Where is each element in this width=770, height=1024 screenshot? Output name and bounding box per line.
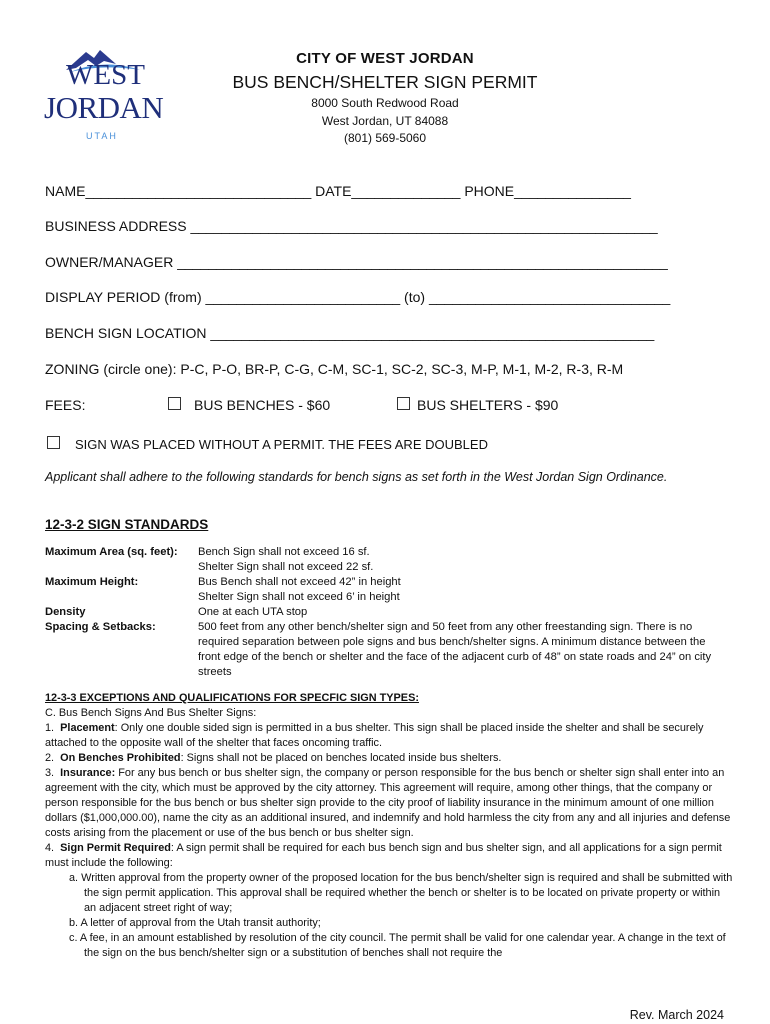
exception-permit-required [45, 841, 735, 871]
fees-label: FEES: [45, 397, 86, 413]
max-height-value-1: Bus Bench shall not exceed 42” in height [198, 576, 401, 588]
item-number: 1. [45, 722, 55, 734]
standards-title: 12-3-2 SIGN STANDARDS [45, 517, 209, 532]
bus-shelters-fee: BUS SHELTERS - $90 [417, 397, 559, 413]
permit-required-label: Sign Permit Required [60, 842, 171, 854]
no-permit-checkbox[interactable] [47, 435, 60, 453]
bus-shelters-checkbox[interactable] [397, 396, 410, 414]
max-area-label: Maximum Area (sq. feet): [45, 546, 178, 558]
density-value: One at each UTA stop [198, 606, 308, 618]
zoning-field[interactable]: ZONING (circle one): P-C, P-O, BR-P, C-G, C-M, SC-1, SC-2, SC-3, M-P, M-1, M-2, R-3, R-M [45, 361, 624, 377]
bench-sign-location-field[interactable]: BENCH SIGN LOCATION _________________________________________________________ [45, 325, 655, 341]
max-height-value-2: Shelter Sign shall not exceed 6’ in height [198, 591, 400, 603]
name-date-phone-field[interactable]: NAME_____________________________ DATE______________ PHONE_______________ [45, 183, 631, 199]
sub-item-a: a. Written approval from the property owner of the proposed location for the bus bench/shelter sign is required and shall be submitted with the sign permit application. This approval shall be required whether the bench or shelter is to be located on private property or within an adjacent street right of way; [69, 872, 733, 914]
benches-prohibited-label: On Benches Prohibited [60, 752, 181, 764]
form-title: BUS BENCH/SHELTER SIGN PERMIT [232, 72, 538, 92]
intro-text: Applicant shall adhere to the following standards for bench signs as set forth in the West Jordan Sign Ordinance. [45, 470, 668, 484]
address-line-1: 8000 South Redwood Road [311, 96, 459, 110]
exceptions-c-heading: C. Bus Bench Signs And Bus Shelter Signs: [45, 707, 257, 719]
insurance-text: For any bus bench or bus shelter sign, the company or person responsible for the bus bench or shelter sign shall enter into an agreement with the city, which must be approved by the city attorney. This agreement will require, among other things, that the company or person responsible for the bus bench or bus shelter sign provide to the city proof of liability insurance in the minimum amount of one million dollars ($1,000,000.00), name the city as an additional insured, and indemnify and hold harmless the city from any and all injuries and defense costs arising from the placement or use of the bus bench or bus shelter sign. [45, 767, 731, 839]
sub-item-b: b. A letter of approval from the Utah transit authority; [69, 917, 321, 929]
density-label: Density [45, 606, 86, 618]
placement-label: Placement [60, 722, 115, 734]
item-number: 3. [45, 767, 55, 779]
item-number: 4. [45, 842, 55, 854]
org-name: CITY OF WEST JORDAN [296, 50, 474, 67]
logo-word-utah: UTAH [86, 131, 118, 141]
display-period-field[interactable]: DISPLAY PERIOD (from) _________________________ (to) _______________________________ [45, 289, 671, 305]
item-number: 2. [45, 752, 55, 764]
phone-number: (801) 569-5060 [343, 131, 427, 145]
sub-item-c: c. A fee, in an amount established by resolution of the city council. The permit shall be valid for one calendar year. A change in the text of the sign on the bus bench/shelter sign or a substitution of benches shall not require the [69, 932, 726, 959]
business-address-field[interactable]: BUSINESS ADDRESS ____________________________________________________________ [45, 218, 658, 234]
exceptions-section [45, 691, 735, 961]
permit-required-text: : A sign permit shall be required for each bus bench sign and bus shelter sign, and all applications for a sign permit must include the following: [45, 842, 722, 869]
owner-manager-field[interactable]: OWNER/MANAGER _______________________________________________________________ [45, 254, 668, 270]
exception-benches-prohibited [45, 751, 735, 766]
logo-word-west: WEST [66, 59, 145, 91]
benches-prohibited-text: : Signs shall not be placed on benches located inside bus shelters. [180, 752, 502, 764]
max-area-value-2: Shelter Sign shall not exceed 22 sf. [198, 561, 374, 573]
spacing-value: 500 feet from any other bench/shelter sign and 50 feet from any other freestanding sign. There is no required separation between pole signs and bus bench/shelter signs. A minimum distance between the front edge of the bench or shelter and the face of the adjacent curb of 48” on state roads and 24” on city streets [198, 621, 712, 678]
logo-word-jordan: JORDAN [44, 90, 164, 125]
exceptions-title: 12-3-3 EXCEPTIONS AND QUALIFICATIONS FOR SPECFIC SIGN TYPES: [45, 692, 419, 704]
bus-benches-fee: BUS BENCHES - $60 [194, 397, 331, 413]
placement-text: : Only one double sided sign is permitted in a bus shelter. This sign shall be placed inside the shelter and shall be securely attached to the opposite wall of the shelter that faces oncoming traffic. [45, 722, 704, 749]
spacing-label: Spacing & Setbacks: [45, 621, 156, 633]
no-permit-text: SIGN WAS PLACED WITHOUT A PERMIT. THE FEES ARE DOUBLED [75, 437, 488, 452]
max-area-value-1: Bench Sign shall not exceed 16 sf. [198, 546, 370, 558]
address-line-2: West Jordan, UT 84088 [321, 114, 449, 128]
exception-placement [45, 721, 735, 751]
exception-insurance [45, 766, 735, 841]
revision-date: Rev. March 2024 [629, 1008, 724, 1022]
insurance-label: Insurance: [60, 767, 116, 779]
max-height-label: Maximum Height: [45, 576, 139, 588]
bus-benches-checkbox[interactable] [168, 396, 181, 414]
